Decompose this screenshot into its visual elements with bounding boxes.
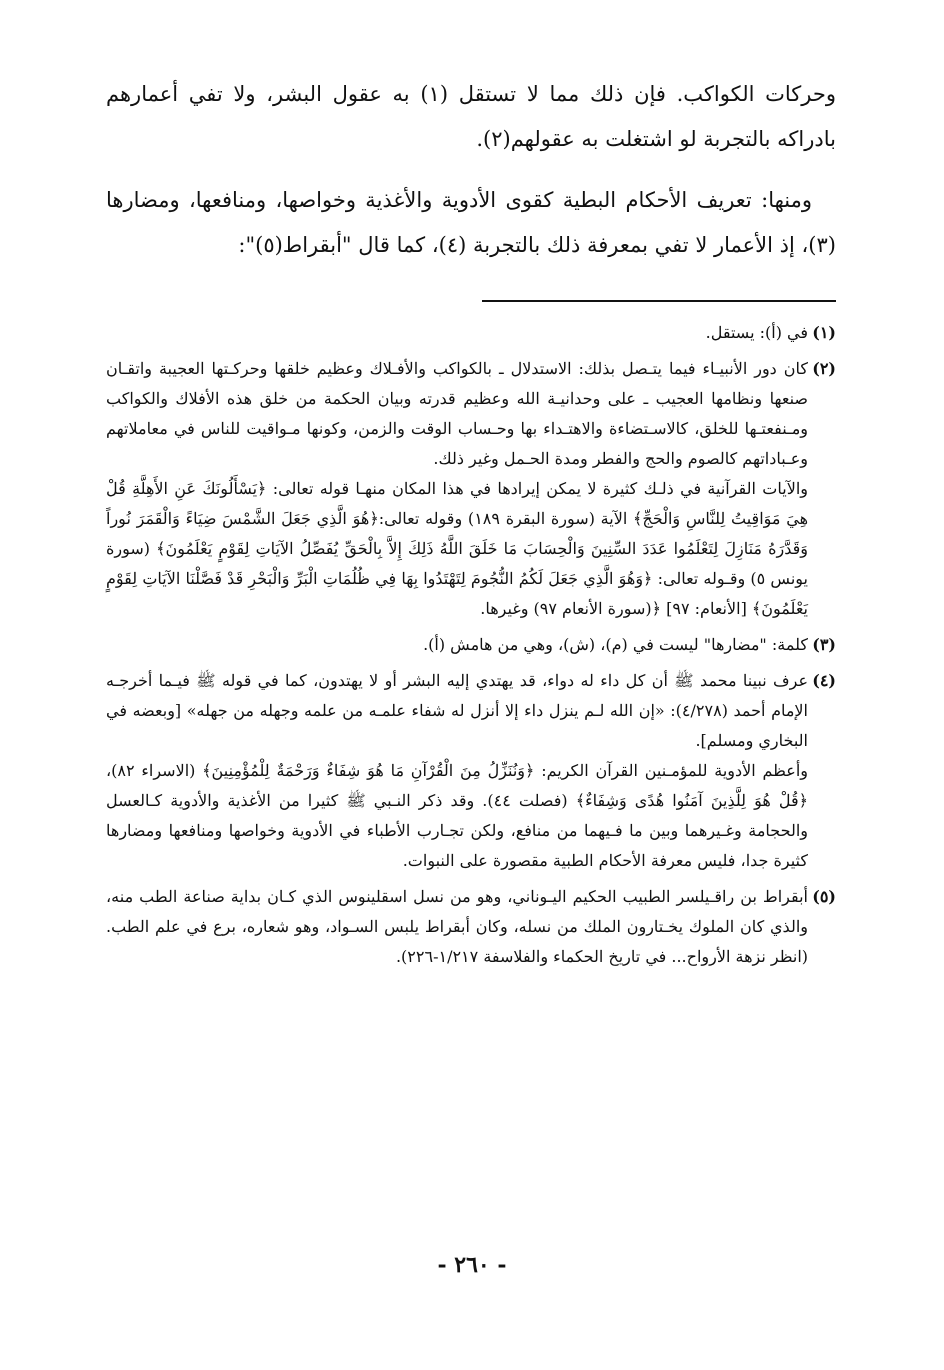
- main-paragraph-2: ومنها: تعريف الأحكام البطية كقوى الأدوية والأغذية وخواصها، ومنافعها، ومضارها (٣)، إذ الأعمار لا تفي بمعرفة ذلك بالتجربة (٤)، كما قال "أبقراط(٥)":: [106, 188, 836, 257]
- footnote-3: [106, 630, 836, 660]
- footnote-number: (٢): [812, 359, 836, 378]
- footnote-separator: [482, 300, 836, 302]
- footnote-text: أبقراط بن راقـيلسر الطبيب الحكيم اليـوناني، وهو من نسل اسقلينوس الذي كـان بداية صناعة الطب منه، والذي كان الملوك يخـتارون الملك من نسله، وكان أبقراط يلبس السـواد، وهو شعاره، برع في علم الطب. (انظر نزهة الأرواح... في تاريخ الحكماء والفلاسفة ١/٢١٧-٢٢٦).: [106, 887, 808, 966]
- footnote-2: [106, 354, 836, 624]
- page-number: - ٢٦٠ -: [437, 1252, 507, 1278]
- footnote-text: في (أ): يستقل.: [705, 323, 808, 342]
- footnote-text: وأعظم الأدوية للمؤمـنين القرآن الكريم: ﴿وَنُنَزِّلُ مِنَ الْقُرْآنِ مَا هُوَ شِفَاءٌ وَرَحْمَةٌ لِلْمُؤْمِنِينَ﴾ (الاسراء ٨٢)، ﴿قُلْ هُوَ لِلَّذِينَ آمَنُوا هُدًى وَشِفَاءٌ﴾ (فصلت ٤٤). وقد ذكر النـبي ﷺ كثيرا من الأغذية والأدوية كـالعسل والحجامة وغـيرهما وبين ما فـيهما من منافع، ولكن تجـارب الأطباء في الأدوية وخواصها ومنافعها ومضارها كثيرة جدا، فليس معرفة الأحكام الطبية مقصورة على النبوات.: [106, 761, 808, 870]
- footnote-text: كلمة: "مضارها" ليست في (م)، (ش)، وهي من هامش (أ).: [423, 635, 808, 654]
- footnotes: [106, 318, 836, 978]
- footnote-number: (٤): [812, 671, 836, 690]
- footnote-number: (١): [812, 323, 836, 342]
- footnote-text: كان دور الأنبيـاء فيما يتـصل بذلك: الاستدلال ـ بالكواكب والأفـلاك وعظيم خلقها وحركـتها العجيبة واتقـان صنعها ونظامها العجيب ـ على وحدانيـة الله وعظيم قدرته وبيان الحكمة من خلق هذه الأفلاك والكواكب ومـنفعتـها للخلق، كالاسـتضاءة والاهتـداء بها وحـساب الوقت والزمن، وكونها مـواقيت للناس في معاملاتهم وعـباداتهم كالصوم والحج والفطر ومدة الحـمل وغير ذلك.: [106, 359, 808, 468]
- footnote-number: (٣): [812, 635, 836, 654]
- footnote-5: [106, 882, 836, 972]
- footnote-text: عرف نبينا محمد ﷺ أن كل داء له دواء، قد يهتدي إليه البشر أو لا يهتدون، كما في قوله ﷺ فيـما أخرجـه الإمام أحمد (٤/٢٧٨): «إن الله لـم ينزل داء إلا أنزل له شفاء علمـه من علمه وجهله من جهله» [وبعضه في البخاري ومسلم].: [106, 671, 808, 750]
- footnote-text: والآيات القرآنية في ذلـك كثيرة لا يمكن إيرادها في هذا المكان منهـا قوله تعالى: ﴿يَسْأَلُونَكَ عَنِ الأَهِلَّةِ قُلْ هِيَ مَوَاقِيتُ لِلنَّاسِ وَالْحَجِّ﴾ الآية (سورة البقرة ١٨٩) وقوله تعالى:﴿هُوَ الَّذِي جَعَلَ الشَّمْسَ ضِيَاءً وَالْقَمَرَ نُوراً وَقَدَّرَهُ مَنَازِلَ لِتَعْلَمُوا عَدَدَ السِّنِينَ وَالْحِسَابَ مَا خَلَقَ اللَّهُ ذَلِكَ إِلاَّ بِالْحَقِّ يُفَصِّلُ الآيَاتِ لِقَوْمٍ يَعْلَمُونَ﴾ (سورة يونس ٥) وقـوله تعالى: ﴿وَهُوَ الَّذِي جَعَلَ لَكُمُ النُّجُومَ لِتَهْتَدُوا بِهَا فِي ظُلُمَاتِ الْبَرِّ وَالْبَحْرِ قَدْ فَصَّلْنَا الآيَاتِ لِقَوْمٍ يَعْلَمُونَ﴾ [الأنعام: ٩٧] ﴿(سورة الأنعام ٩٧) وغيرها.: [106, 479, 809, 618]
- main-paragraph-1: وحركات الكواكب. فإن ذلك مما لا تستقل (١) به عقول البشر، ولا تفي أعمارهم بادراكه بالتجربة لو اشتغلت به عقولهم(٢).: [106, 82, 836, 151]
- footnote-1: [106, 318, 836, 348]
- footnote-number: (٥): [812, 887, 836, 906]
- footnote-4: [106, 666, 836, 876]
- main-text: [106, 72, 836, 284]
